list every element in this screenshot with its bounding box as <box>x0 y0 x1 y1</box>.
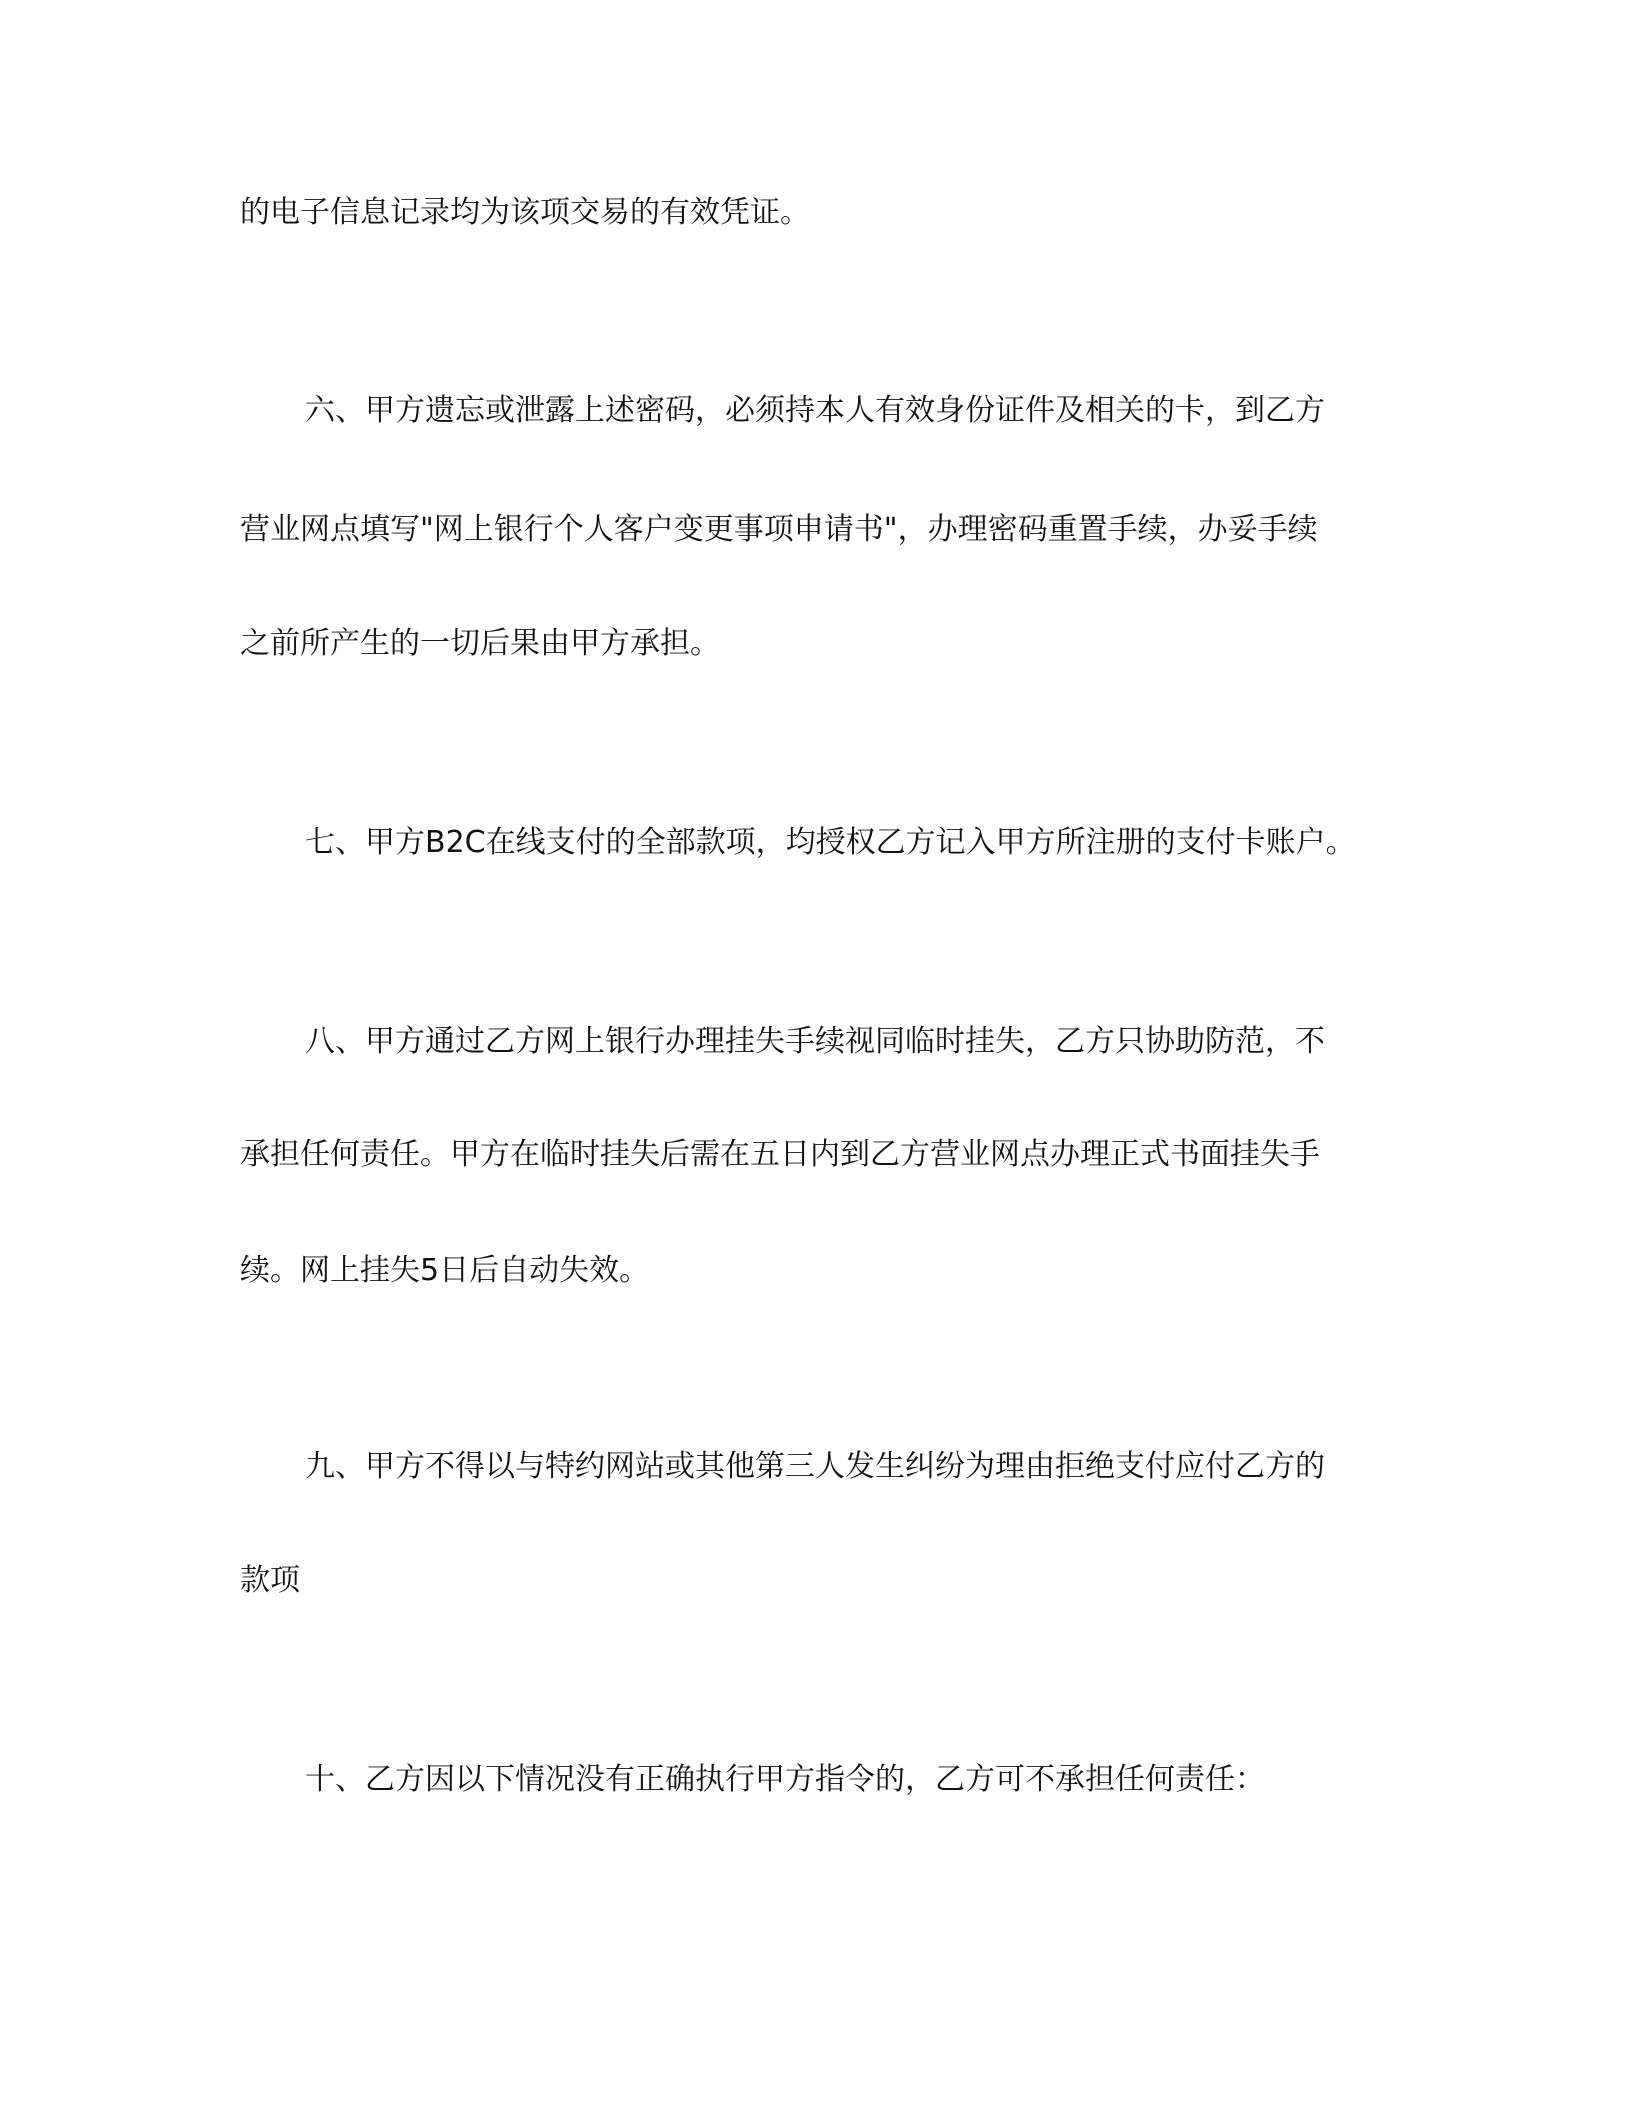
clause-6-line-2: 营业网点填写"网上银行个人客户变更事项申请书"，办理密码重置手续，办妥手续 <box>240 512 1318 547</box>
clause-7-line-1: 七、甲方B2C在线支付的全部款项，均授权乙方记入甲方所注册的支付卡账户。 <box>305 825 1356 860</box>
clause-9-line-2: 款项 <box>240 1563 300 1598</box>
clause-6-line-1: 六、甲方遗忘或泄露上述密码，必须持本人有效身份证件及相关的卡，到乙方 <box>305 393 1325 428</box>
clause-8-line-3: 续。网上挂失5日后自动失效。 <box>240 1253 650 1288</box>
clause-9-line-1: 九、甲方不得以与特约网站或其他第三人发生纠纷为理由拒绝支付应付乙方的 <box>305 1449 1325 1484</box>
clause-6-line-3: 之前所产生的一切后果由甲方承担。 <box>240 626 720 661</box>
clause-8-line-2: 承担任何责任。甲方在临时挂失后需在五日内到乙方营业网点办理正式书面挂失手 <box>240 1137 1320 1172</box>
clause-10-line-1: 十、乙方因以下情况没有正确执行甲方指令的，乙方可不承担任何责任： <box>305 1762 1265 1797</box>
clause-8-line-1: 八、甲方通过乙方网上银行办理挂失手续视同临时挂失，乙方只协助防范，不 <box>305 1024 1325 1059</box>
line-electronic-record: 的电子信息记录均为该项交易的有效凭证。 <box>240 195 810 230</box>
